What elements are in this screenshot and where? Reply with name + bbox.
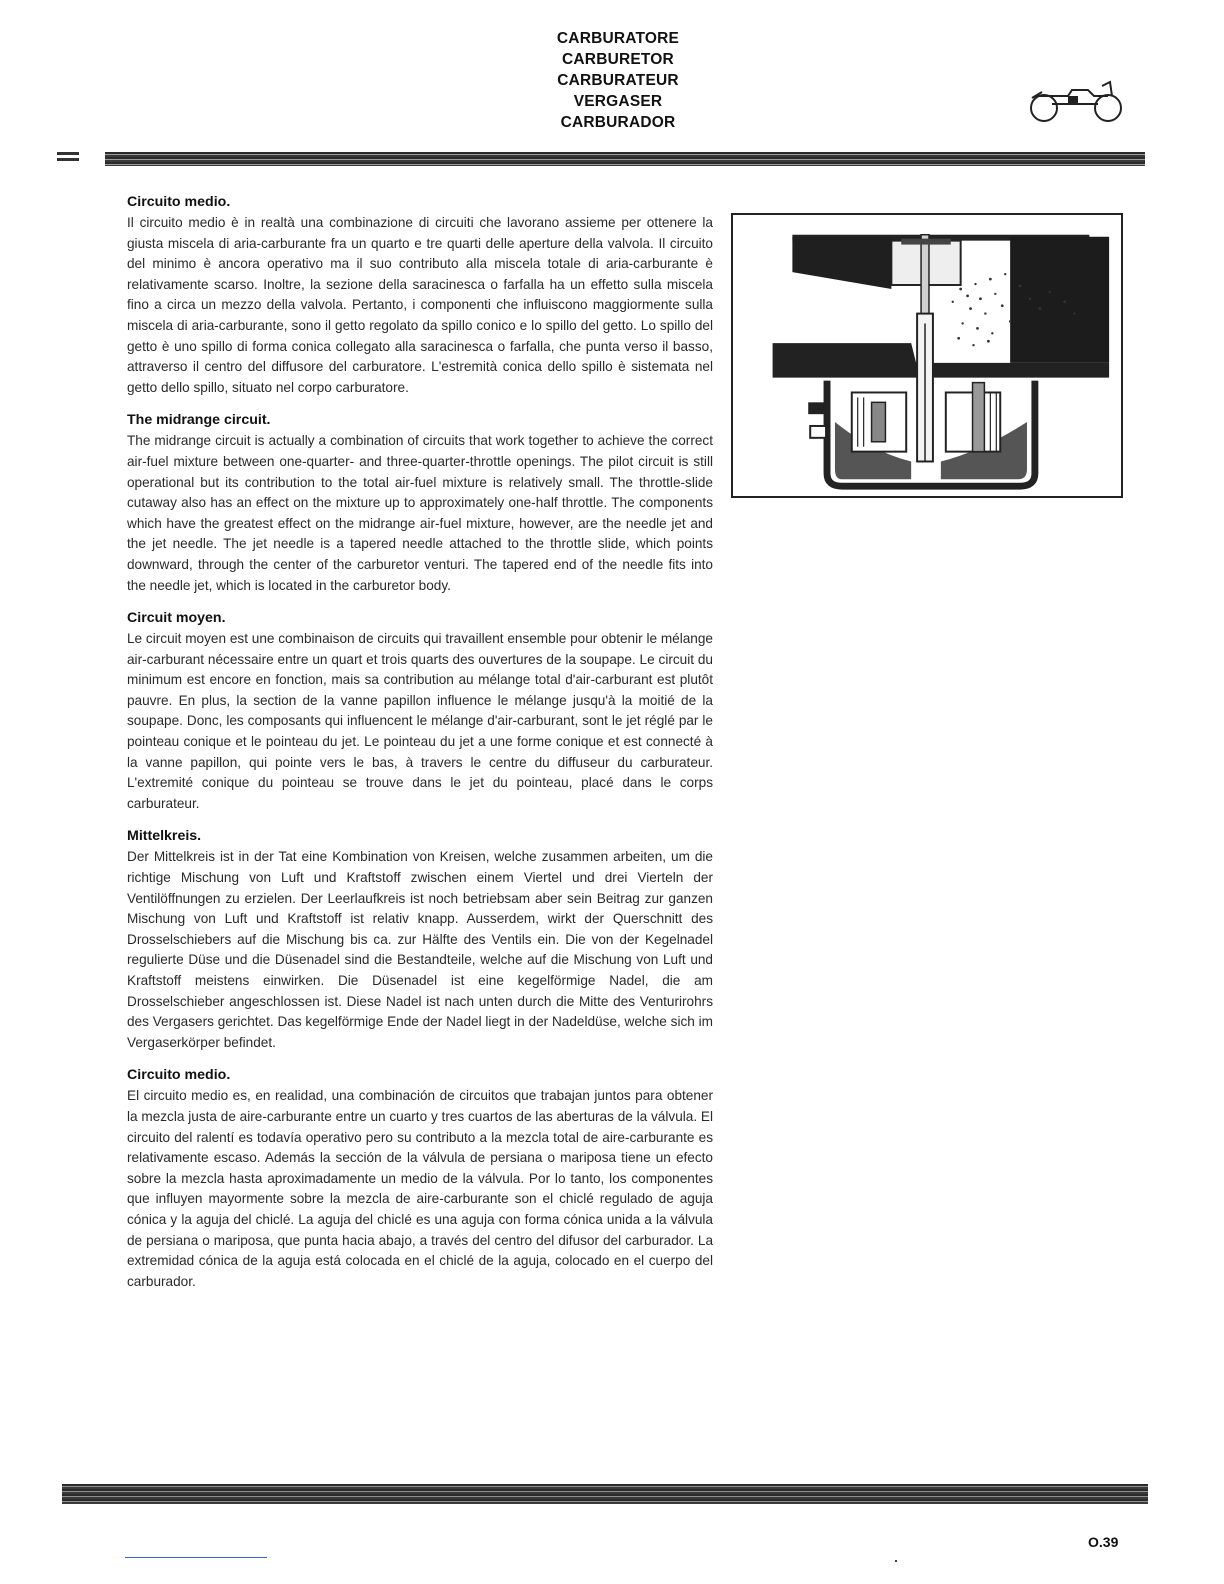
- section-body: El circuito medio es, en realidad, una combinación de circuitos que trabajan juntos para obtener la mezcla justa de aire-carburante entre un cuarto y tres cuartos de las aberturas de la válvula. El circuito del ralentí es todavía operativo pero su contributo a la mezcla total de aire-carburante es relativamente escaso. Además la sección de la válvula de persiana o mariposa tiene un efecto sobre la mezcla hasta aproximadamente un medio de la válvula. Por lo tanto, los componentes que influyen mayormente sobre la mezcla de aire-carburante son el chiclé regulado de aguja cónica y la aguja del chiclé. La aguja del chiclé es una aguja con forma cónica unida a la válvula de persiana o mariposa, que punta hacia abajo, a través del centro del difusor del carburador. La extremidad cónica de la aguja está colocada en el chiclé de la aguja, colocado en el cuerpo del carburador.: [127, 1088, 713, 1289]
- section-body: The midrange circuit is actually a combination of circuits that work together to achieve the correct air-fuel mixture between one-quarter- and three-quarter-throttle openings. The pilot circuit is still operational but its contribution to the total air-fuel mixture is relatively small. The throttle-slide cutaway also has an effect on the mixture up to approximately one-half throttle. The components which have the greatest effect on the midrange air-fuel mixture, however, are the needle jet and the jet needle. The jet needle is a tapered needle attached to the throttle slide, which points downward, through the center of the carburetor venturi. The tapered end of the needle fits into the needle jet, which is located in the carburetor body.: [127, 433, 713, 593]
- section-heading: Circuito medio.: [127, 194, 231, 210]
- title-spanish: CARBURADOR: [560, 114, 676, 131]
- scan-speck: [895, 1560, 897, 1562]
- title-french: CARBURATEUR: [557, 72, 679, 89]
- section-french: [127, 608, 713, 814]
- header-divider: [105, 152, 1145, 166]
- section-heading: Mittelkreis.: [127, 828, 202, 845]
- section-german: [127, 826, 713, 1053]
- section-english: [127, 410, 713, 596]
- title-italian: CARBURATORE: [556, 30, 680, 47]
- page-title-block: [500, 28, 736, 133]
- section-heading: Circuito medio.: [127, 1067, 231, 1084]
- title-english: CARBURETOR: [562, 51, 674, 68]
- footer-link-line: [125, 1557, 267, 1558]
- footer-divider: [62, 1484, 1148, 1504]
- section-heading: The midrange circuit.: [127, 412, 271, 429]
- section-heading: Circuit moyen.: [127, 610, 226, 627]
- title-german: VERGASER: [573, 93, 663, 110]
- section-body: Le circuit moyen est une combinaison de circuits qui travaillent ensemble pour obtenir le mélange air-carburant nécessaire entre un quart et trois quarts des ouvertures de la soupape. Le circuit du minimum est encore en fonction, mais sa contribution au mélange total d'air-carburant est plutôt pauvre. En plus, la section de la vanne papillon influence le mélange jusqu'à la moitié de la soupape. Donc, les composants qui influencent le mélange d'air-carburant, sont le jet réglé par le pointeau conique et le pointeau du jet. Le pointeau du jet a une forme conique et est connecté à la vanne papillon, qui pointe vers le bas, à travers le centre du diffuseur du carburateur. L'extremité conique du pointeau se trouve dans le jet du pointeau, placé dans le corps carburateur.: [127, 631, 713, 811]
- section-body: Der Mittelkreis ist in der Tat eine Kombination von Kreisen, welche zusammen arbeiten, um die richtige Mischung von Luft und Kraftstoff zwischen einem Viertel und drei Vierteln der Ventilöffnungen zu erzielen. Der Leerlaufkreis ist noch betriebsam aber sein Beitrag zur ganzen Mischung von Luft und Kraftstoff ist relativ knapp. Ausserdem, wirkt der Querschnitt des Drosselschiebers auf die Mischung bis ca. zur Hälfte des Ventils ein. Die von der Kegelnadel regulierte Düse und die Düsenadel sind die Bestandteile, welche auf die Mischung von Luft und Kraftstoff meistens einwirken. Die Düsenadel ist eine kegelförmige Nadel, die am Drosselschieber angeschlossen ist. Diese Nadel ist nach unten durch die Mitte des Venturirohrs des Vergasers gerichtet. Das kegelförmige Ende der Nadel liegt in der Nadeldüse, welche sich im Vergaserkörper befindet.: [127, 849, 713, 1050]
- carburetor-cutaway-diagram: [731, 213, 1123, 498]
- page-number: O.39: [1088, 1534, 1119, 1550]
- section-body: Il circuito medio è in realtà una combinazione di circuiti che lavorano assieme per ottenere la giusta miscela di aria-carburante fra un quarto e tre quarti delle aperture della valvola. Il circuito del minimo è ancora operativo ma il suo contributo alla miscela totale di aria-carburante è relativamente scarso. Inoltre, la sezione della saracinesca o farfalla ha un effetto sulla miscela fino a circa un mezzo della valvola. Pertanto, i componenti che influiscono maggiormente sulla miscela di aria-carburante, sono il getto regolato da spillo conico e lo spillo del getto. Lo spillo del getto è uno spillo di forma conica collegato alla saracinesca o farfalla, che punta verso il basso, attraverso il centro del diffusore del carburatore. L'estremità conica dello spillo è sistemata nel getto dello spillo, situato nel corpo carburatore.: [127, 215, 713, 395]
- section-spanish: [127, 1065, 713, 1292]
- text-column: [127, 192, 713, 1304]
- motorcycle-icon: [1028, 76, 1124, 126]
- section-italian: [127, 192, 713, 398]
- margin-marker: [57, 152, 79, 166]
